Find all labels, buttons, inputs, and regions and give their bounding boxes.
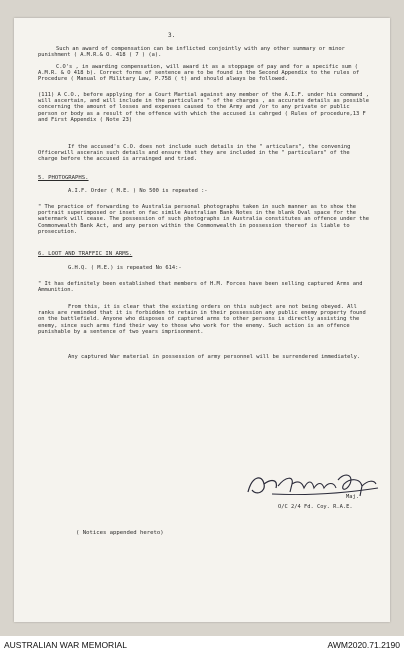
- paragraph-compensation-1: Such an award of compensation can be inflicted conjointly with any other summary or minor punishment ( A.M.R.& O. 418 ( 7 ) (a).: [38, 46, 345, 59]
- heading-loot: 6. LOOT AND TRAFFIC IN ARMS.: [38, 251, 133, 257]
- paragraph-loot-1: G.H.Q. ( M.E.) is repeated No 614:-: [68, 265, 182, 271]
- archive-footer: [0, 636, 404, 653]
- paragraph-compensation-3: (111) A C.O., before applying for a Court Martial against any member of the A.I.F. under his command , will ascertain, and will include in the particulars " of the charges , as accurate details as possible concerning the amount of losses and expenses caused to the Army and /or to any private or public person or body as a result of the offence with which the accused is cahrged ( Rules of procedure,13 F and First Appendix ( Note 23): [38, 92, 370, 123]
- notices-note: ( Notices appended hereto): [76, 530, 164, 536]
- paragraph-compensation-4: If the accused's C.O. does not include such details in the " articulars", the convening Officerwill ascerain such details and ensure that they are included in the " particulars" of the charge before the accused is arrainged and tried.: [38, 144, 351, 163]
- paragraph-loot-3: From this, it is clear that the existing orders on this subject are not being obeyed. All ranks are reminded that it is forbidden to retain in their possession any public enemy property found on the battlefield. Anyone who disposes of captured arms to other persons is directly assisting the enemy, since such arms find their way to those who work for the enemy. Such action is an offence punishable by a sentence of two years imprisonment.: [38, 304, 366, 335]
- heading-photographs: 5. PHOTOGRAPHS.: [38, 175, 89, 181]
- document-page: [14, 18, 390, 622]
- paragraph-photo-2: " The practice of forwarding to Australia personal photographs taken in such manner as to show the portrait superimposed or inset on fac simile Australian Bank Notes in the blank Oval space for the watermark will cease. The possession of such photographs in Australia constitutes an offence under the Commonwealth Bank Act, and any person within the Commonwealth in possession thereof is liable to prosecution.: [38, 204, 370, 235]
- accession-number: AWM2020.71.2190: [327, 640, 400, 650]
- paragraph-loot-2: " It has definitely been established that members of H.M. Forces have been selling captured Arms and Ammunition.: [38, 281, 363, 294]
- paragraph-loot-4: Any captured War material in possession of army personnel will be surrendered immediately.: [68, 354, 361, 360]
- handwritten-signature: [242, 470, 382, 504]
- page-number: 3.: [168, 32, 176, 39]
- institution-label: AUSTRALIAN WAR MEMORIAL: [4, 640, 127, 650]
- paragraph-photo-1: A.I.F. Order ( M.E. ) No 500 is repeated :-: [68, 188, 208, 194]
- signature-title: O/C 2/4 Fd. Coy. R.A.E.: [278, 504, 353, 510]
- rank-suffix: Maj.: [346, 494, 359, 500]
- signature-block: [242, 470, 382, 510]
- paragraph-compensation-2: C.O's , in awarding compensation, will award it as a stoppage of pay and for a specific sum ( A.M.R. & O 418 b). Correct forms of sentence are to be found in the Second Appendix to the rules of Procedure ( Manual of Military Law, P.758 ( t) and should always be followed.: [38, 64, 360, 83]
